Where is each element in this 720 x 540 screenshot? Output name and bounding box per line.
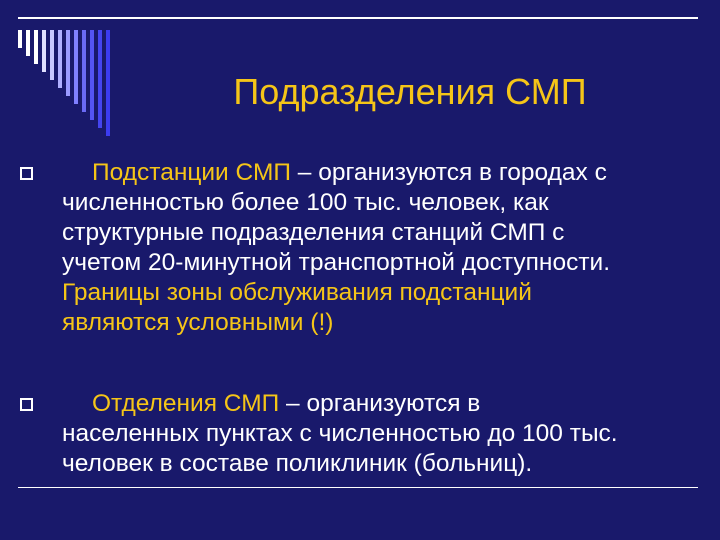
bullet-line: численностью более 100 тыс. человек, как [62,189,549,216]
bullet-line-text: – организуются в городах с [291,159,607,186]
hollow-square-bullet-icon [20,398,33,411]
bullet-line: населенных пунктах с численностью до 100 тыс. [62,420,618,447]
bullet-highlight-line: Границы зоны обслуживания подстанций [62,279,532,306]
bullet-line [62,389,702,419]
slide-title: Подразделения СМП [233,71,587,112]
bullet-line: человек в составе поликлиник (больниц). [62,450,533,477]
bullet-term: Отделения СМП [92,390,280,417]
bullet-line: структурные подразделения станций СМП с [62,219,565,246]
bullet-line [62,158,702,188]
bullet-highlight-line: являются условными (!) [62,309,334,336]
bullet-line-text: – организуются в [279,390,481,417]
bottom-divider [18,487,698,488]
bullet-term: Подстанции СМП [92,159,291,186]
bullet-line: учетом 20-минутной транспортной доступности. [62,249,611,276]
hollow-square-bullet-icon [20,167,33,180]
bullet-text [62,389,702,479]
bullet-text [62,158,702,338]
top-divider [18,17,698,19]
stripes-decoration-icon [18,30,128,140]
